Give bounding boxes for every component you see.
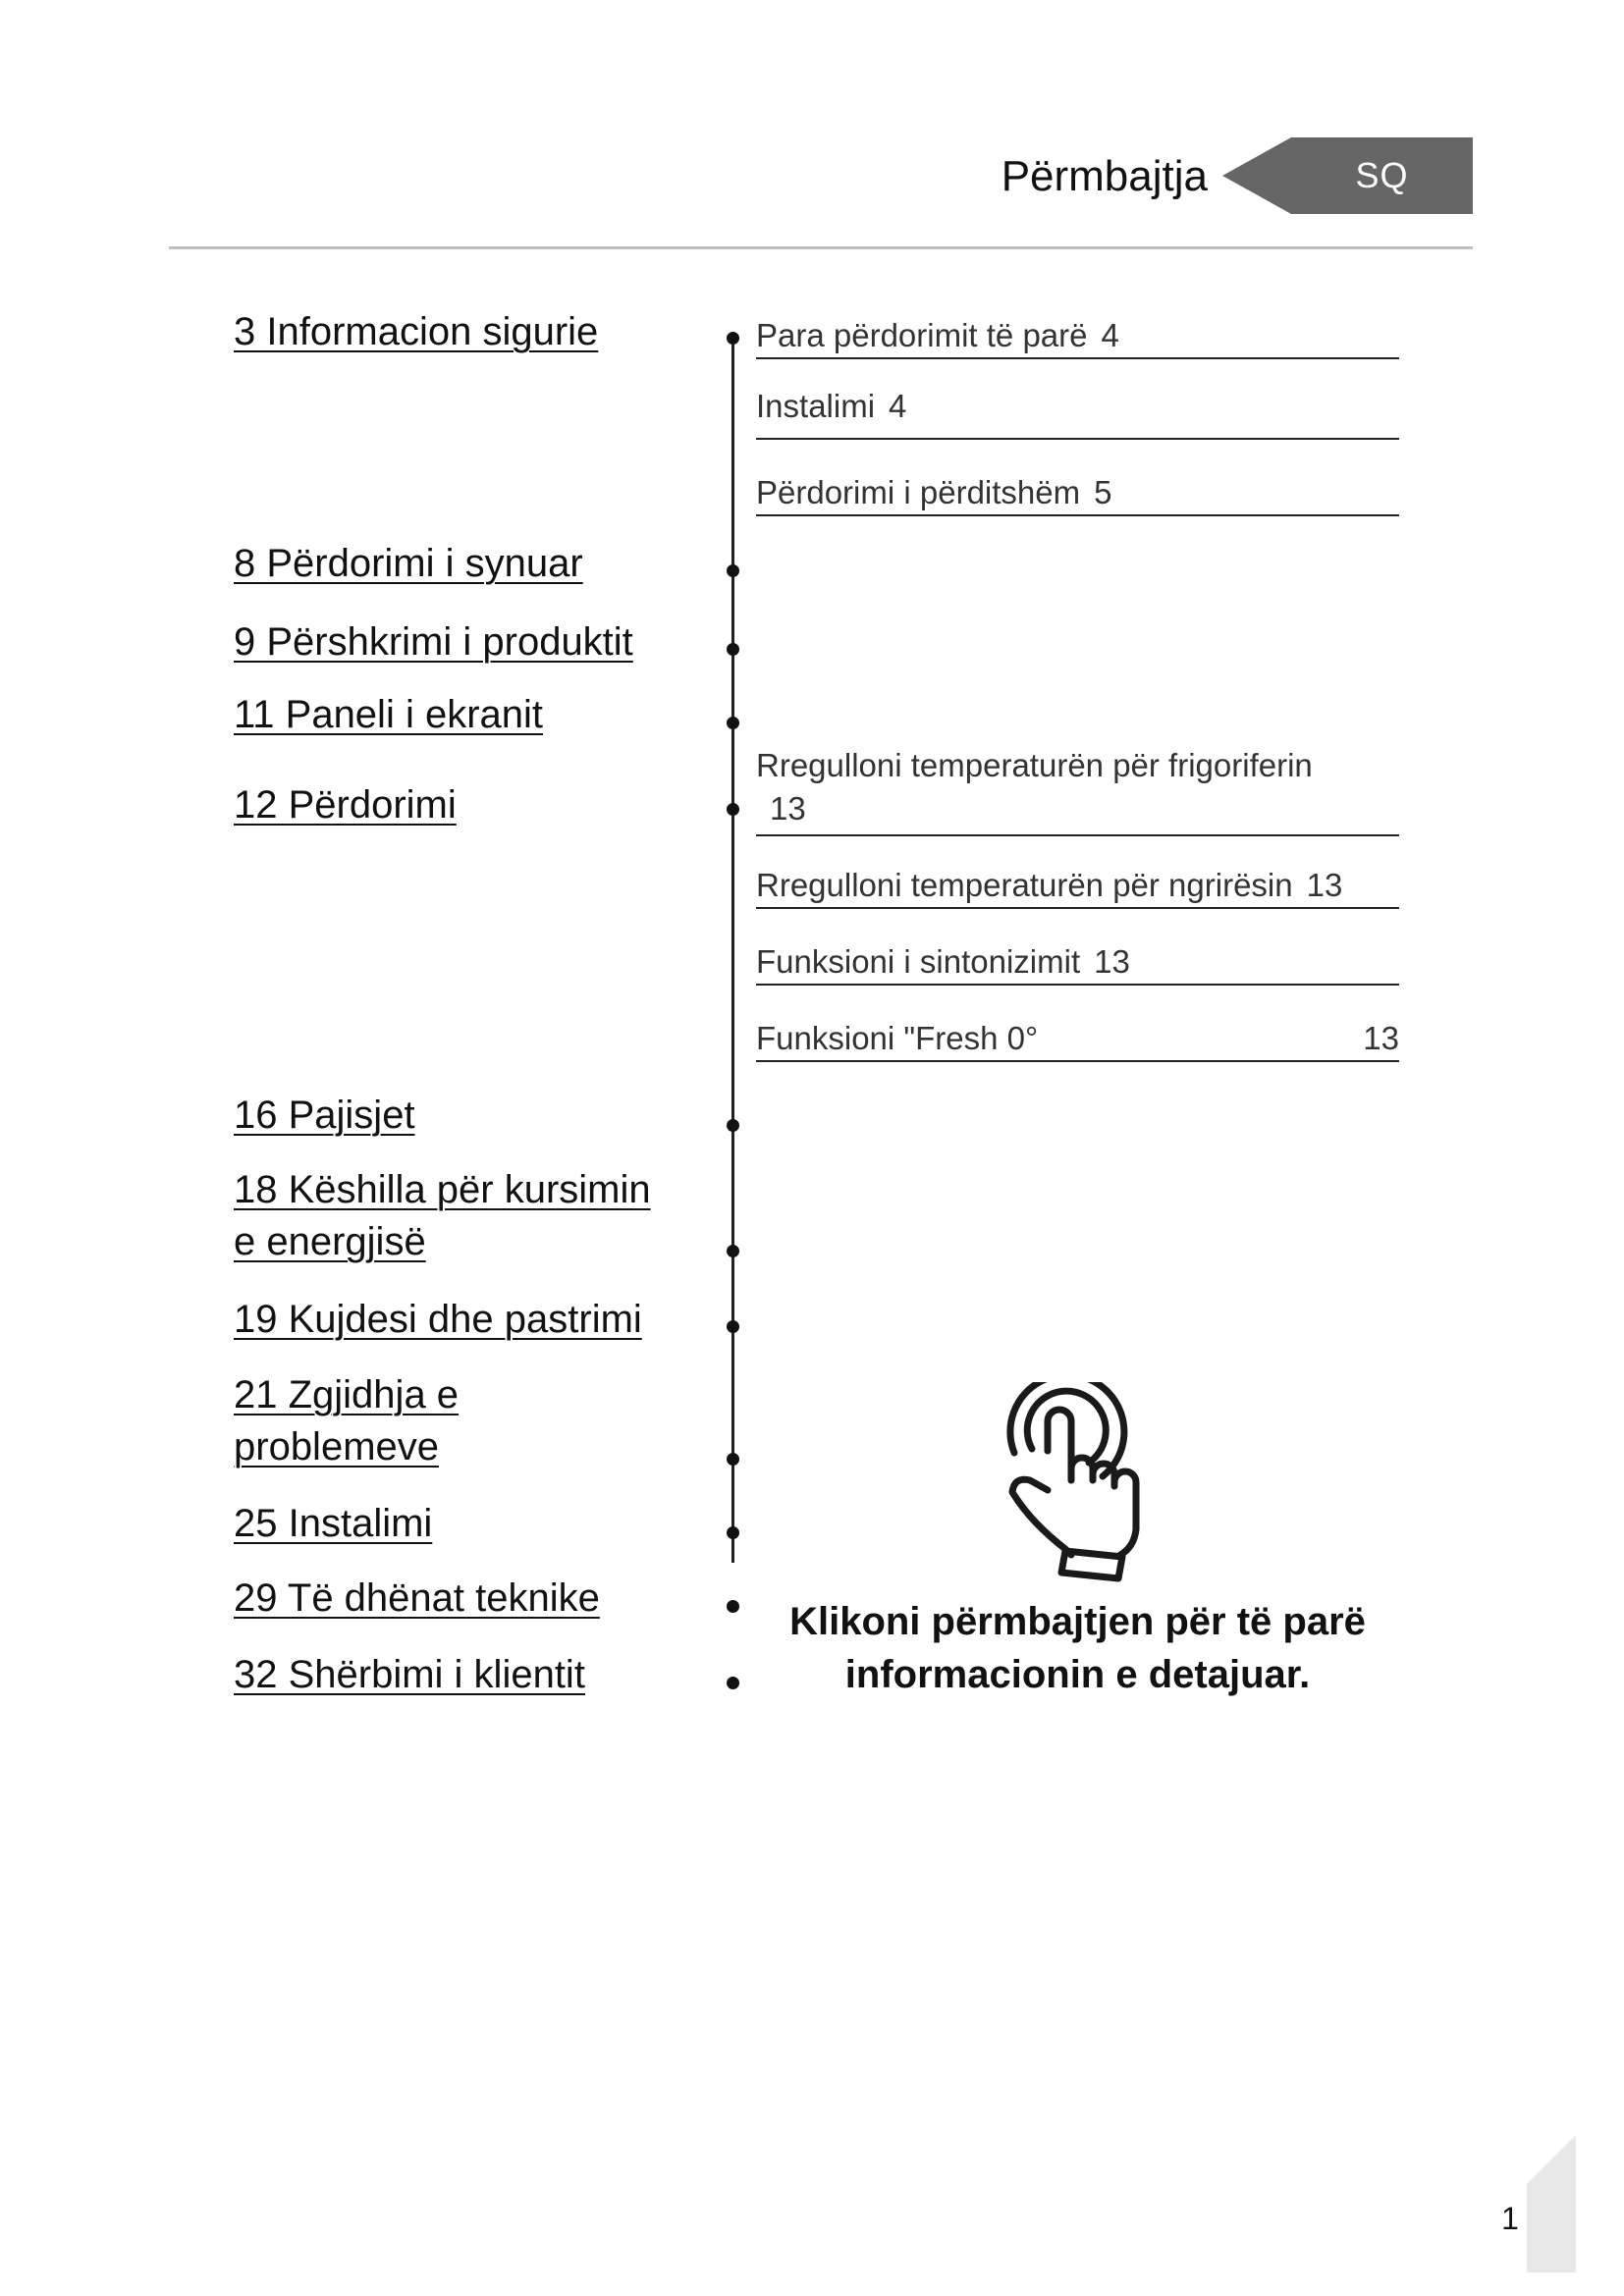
toc-item-sherbimi-i-klientit[interactable]: 32 Shërbimi i klientit [234,1653,585,1696]
language-tab [1222,137,1473,214]
subsection-label: Funksioni "Fresh 0° [756,1020,1039,1056]
toc-item-paneli-i-ekranit[interactable]: 11 Paneli i ekranit [234,693,543,736]
subsection-page: 4 [889,388,907,424]
page-title: Përmbajtja [1001,152,1208,200]
click-hint-line: Klikoni përmbajtjen për të parë [789,1600,1366,1643]
toc-item-perdorimi-i-synuar[interactable]: 8 Përdorimi i synuar [234,542,583,585]
tap-hand-icon [987,1382,1178,1588]
toc-item-zgjidhja-e-problemeve[interactable] [234,1369,459,1473]
subsection-label: Para përdorimit të parë [756,317,1088,353]
subsection-temperatura-ngriresit[interactable] [756,864,1399,909]
click-hint-line: informacionin e detajuar. [844,1653,1311,1696]
subsection-label: Instalimi [756,388,876,424]
header-divider [169,246,1473,249]
subsection-page: 13 [1363,1020,1399,1056]
subsection-page: 13 [1306,867,1343,903]
toc-item-line: problemeve [234,1425,440,1468]
subsection-temperatura-frigoriferit[interactable] [756,744,1399,836]
page-number: 1 [1501,2201,1519,2236]
subsection-perdorimi-perditshem[interactable] [756,471,1399,516]
toc-item-informacion-sigurie[interactable]: 3 Informacion sigurie [234,310,599,353]
toc-item-line: 18 Këshilla për kursimin [234,1168,651,1211]
toc-item-pajisjet[interactable]: 16 Pajisjet [234,1094,415,1137]
toc-item-keshilla-kursimin-energjise[interactable] [234,1164,651,1268]
subsection-instalimi[interactable] [756,385,1399,440]
page-corner-decoration [1527,2135,1576,2277]
timeline-dot [727,1677,739,1689]
subsection-page: 4 [1101,317,1119,353]
language-label: SQ [1355,155,1409,195]
toc-item-te-dhenat-teknike[interactable]: 29 Të dhënat teknike [234,1576,600,1620]
subsection-page: 5 [1094,474,1112,510]
toc-item-instalimi[interactable]: 25 Instalimi [234,1502,433,1545]
timeline-dot [727,717,739,729]
subsection-funksioni-fresh[interactable] [756,1017,1399,1062]
subsection-page: 13 [770,790,806,827]
toc-item-perdorimi[interactable]: 12 Përdorimi [234,783,457,827]
subsection-label: Përdorimi i përditshëm [756,474,1081,510]
click-hint [756,1595,1399,1701]
subsection-page: 13 [1094,943,1130,980]
subsection-funksioni-sintonizimit[interactable] [756,940,1399,986]
timeline-dot [727,1119,739,1132]
timeline-dot [727,1320,739,1333]
subsection-label: Rregulloni temperaturën për frigoriferin [756,747,1313,783]
timeline-dot [727,1526,739,1539]
subsection-label: Funksioni i sintonizimit [756,943,1081,980]
timeline-dot [727,1245,739,1257]
toc-item-kujdesi-dhe-pastrimi[interactable]: 19 Kujdesi dhe pastrimi [234,1298,642,1341]
timeline-dot [727,643,739,656]
timeline-dot [727,1453,739,1466]
timeline-dot [727,1600,739,1613]
timeline-line [731,332,734,1563]
toc-item-line: e energjisë [234,1220,426,1263]
subsection-para-perdorimit[interactable] [756,314,1399,359]
timeline-dot [727,803,739,816]
timeline-dot [727,564,739,577]
subsection-label: Rregulloni temperaturën për ngrirësin [756,867,1293,903]
timeline-dot [727,332,739,345]
toc-item-pershkrimi-i-produktit[interactable]: 9 Përshkrimi i produktit [234,620,633,664]
toc-item-line: 21 Zgjidhja e [234,1373,460,1416]
